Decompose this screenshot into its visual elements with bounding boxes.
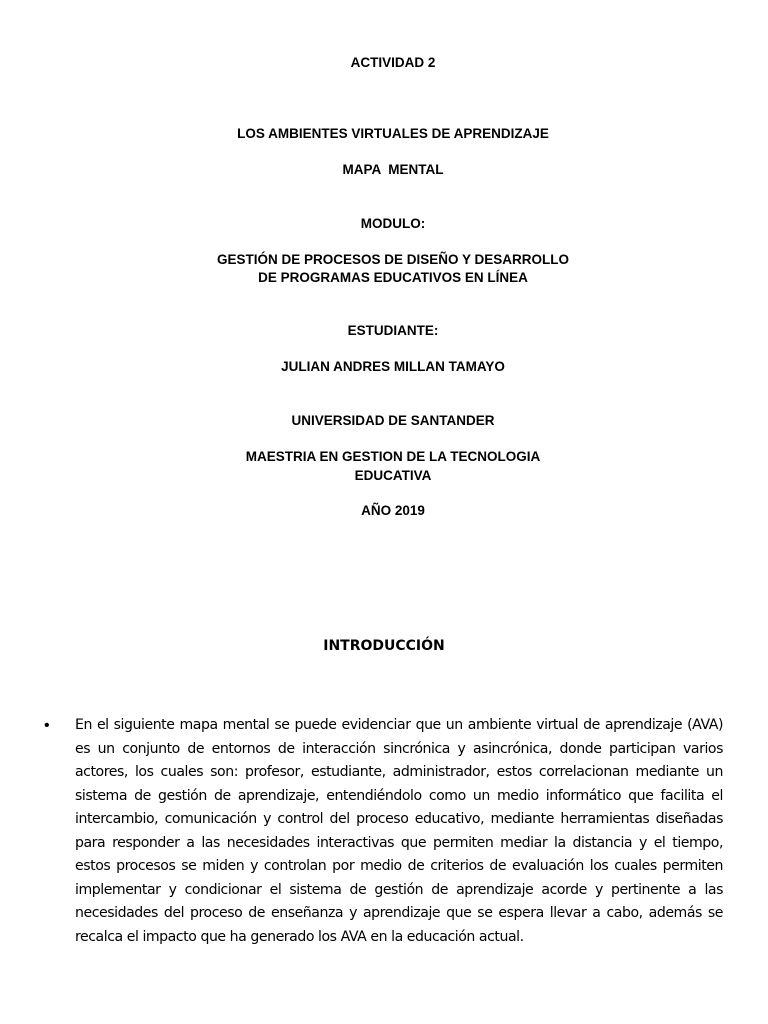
topic-title: LOS AMBIENTES VIRTUALES DE APRENDIZAJE [237,126,549,141]
student-label: ESTUDIANTE: [347,323,439,338]
module-label: MODULO: [360,216,426,231]
module-name-line-2: DE PROGRAMAS EDUCATIVOS EN LÍNEA [258,270,528,285]
year-label: AÑO 2019 [361,503,425,518]
module-name-line-1: GESTIÓN DE PROCESOS DE DISEÑO Y DESARROLLO [216,252,570,267]
program-name-line-1: MAESTRIA EN GESTION DE LA TECNOLOGIA [245,449,541,464]
university-name: UNIVERSIDAD DE SANTANDER [291,413,495,428]
activity-title: ACTIVIDAD 2 [350,55,436,70]
student-name: JULIAN ANDRES MILLAN TAMAYO [281,359,505,374]
introduction-paragraph: En el siguiente mapa mental se puede evidenciar que un ambiente virtual de aprendizaje (AVA) es un conjunto de entornos de interacción sincrónica y asincrónica, donde participan varios actores, los cuales son: profesor, estudiante, administrador, estos correlacionan mediante un sistema de gestión de aprendizaje, entendiéndolo como un medio informático que facilita el intercambio, comunicación y control del proceso educativo, mediante herramientas diseñadas para responder a las necesidades interactivas que permiten mediar la distancia y el tiempo, estos procesos se miden y controlan por medio de criterios de evaluación los cuales permiten implementar y condicionar el sistema de gestión de aprendizaje acorde y pertinente a las necesidades del proceso de enseñanza y aprendizaje que se espera llevar a cabo, además se recalca el impacto que ha generado los AVA en la educación actual. [75,717,723,945]
introduction-heading: INTRODUCCIÓN [323,638,445,654]
program-name-line-2: EDUCATIVA [354,468,432,483]
document-subtitle: MAPA MENTAL [342,162,444,177]
bullet-icon: • [44,717,50,734]
